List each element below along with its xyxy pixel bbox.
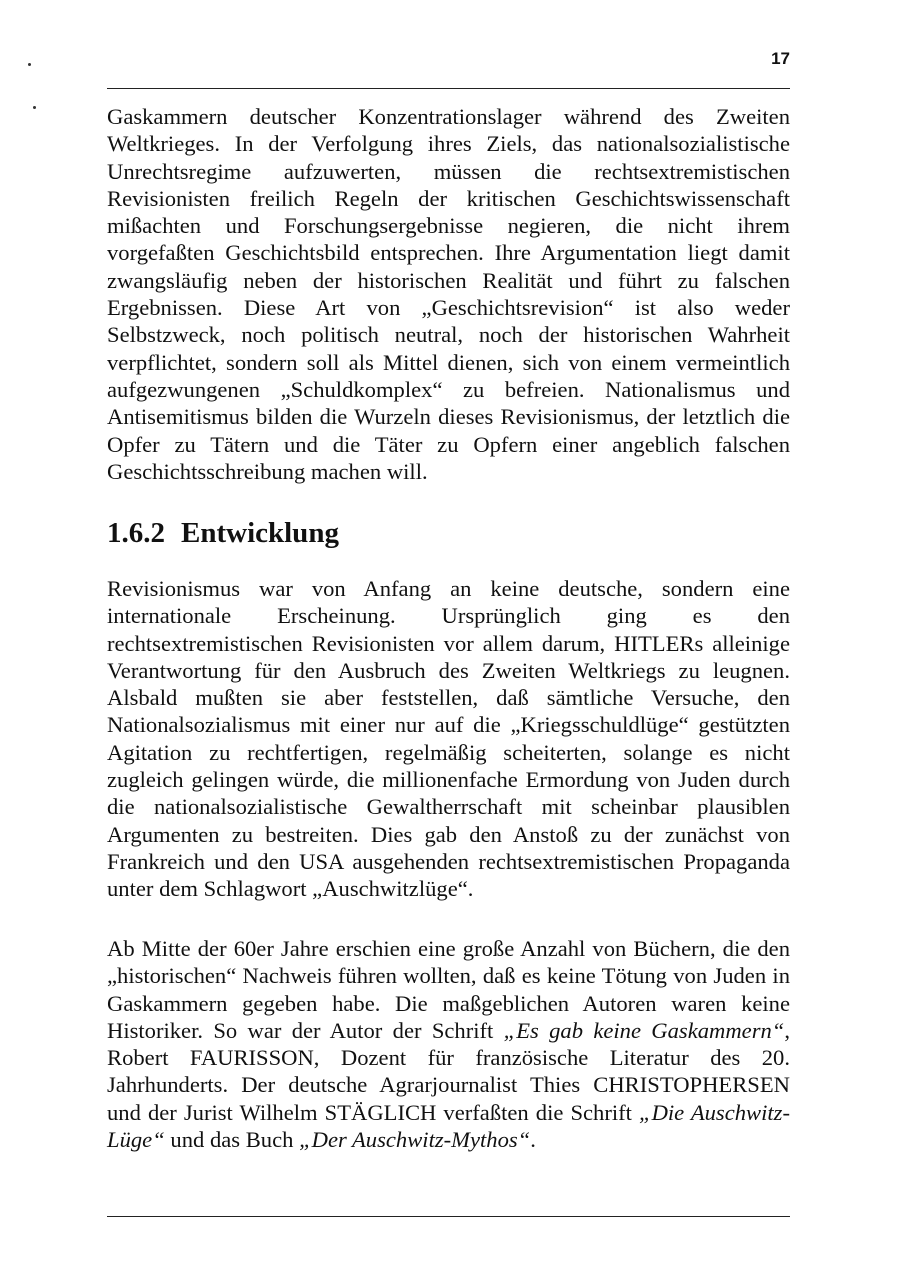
section-title: Entwicklung	[181, 517, 339, 549]
scan-speck	[33, 106, 36, 109]
paragraph-3-and: und das Buch	[164, 1127, 300, 1153]
paragraph-3-intro: Ab Mitte der 60er Jahre erschien eine große Anzahl von Büchern, die den „historischen“ Nachweis führen wollten, daß es keine Tötung von Juden in Gaskammern gegeben habe. Die maßgeblichen Autoren waren keine Historiker. So war der Autor der Schrift	[107, 936, 790, 1043]
book-title-gaskammern: „Es gab keine Gaskammern“	[503, 1017, 785, 1043]
paragraph-1: Gaskammern deutscher Konzentrationslager während des Zweiten Weltkrieges. In der Verfolgung ihres Ziels, das nationalsozialistische Unrechtsregime aufzuwerten, müssen die rechtsextremistischen Revisionisten freilich Regeln der kritischen Geschichtswissenschaft mißachten und Forschungsergebnisse negieren, die nicht ihrem vorgefaßten Geschichtsbild entsprechen. Ihre Argumentation liegt damit zwangsläufig neben der historischen Realität und führt zu falschen Ergebnissen. Diese Art von „Geschichtsrevision“ ist also weder Selbstzweck, noch politisch neutral, noch der historischen Wahrheit verpflichtet, sondern soll als Mittel dienen, sich von einem vermeintlich aufgezwungenen „Schuldkomplex“ zu befreien. Nationalismus und Antisemitismus bilden die Wurzeln dieses Revisionismus, der letztlich die Opfer zu Tätern und die Täter zu Opfern einer angeblich falschen Geschichtsschreibung machen will.	[107, 104, 790, 484]
footer-rule	[107, 1216, 790, 1217]
header-rule	[107, 88, 790, 89]
book-title-auschwitz-mythos: „Der Auschwitz-Mythos“	[299, 1127, 531, 1153]
scan-speck	[28, 63, 31, 66]
section-heading	[107, 515, 339, 551]
paragraph-3	[107, 935, 790, 1153]
page-number: 17	[771, 49, 790, 68]
paragraph-3-end: .	[530, 1127, 536, 1153]
book-title-auschwitz-luege: „Die Auschwitz-Lüge“	[107, 1099, 790, 1153]
paragraph-2: Revisionismus war von Anfang an keine deutsche, sondern eine internationale Erscheinung. Ursprünglich ging es den rechtsextremistischen Revisionisten vor allem darum, HITLERs alleinige Verantwortung für den Ausbruch des Zweiten Weltkriegs zu leugnen. Alsbald mußten sie aber feststellen, daß sämtliche Versuche, den Nationalsozialismus mit einer nur auf die „Kriegsschuldlüge“ gestützten Agitation zu rechtfertigen, regelmäßig scheiterten, solange es nicht zugleich gelingen würde, die millionenfache Ermordung von Juden durch die nationalsozialistische Gewaltherrschaft mit scheinbar plausiblen Argumenten zu bestreiten. Dies gab den Anstoß zu der zunächst von Frankreich und den USA ausgehenden rechtsextremistischen Propaganda unter dem Schlagwort „Auschwitzlüge“.	[107, 576, 790, 902]
paragraph-3-mid: , Robert FAURISSON, Dozent für französische Literatur des 20. Jahrhunderts. Der deutsche Agrarjournalist Thies CHRISTOPHERSEN und der Jurist Wilhelm STÄGLICH verfaßten die Schrift	[107, 1017, 791, 1125]
section-number: 1.6.2	[107, 517, 165, 549]
